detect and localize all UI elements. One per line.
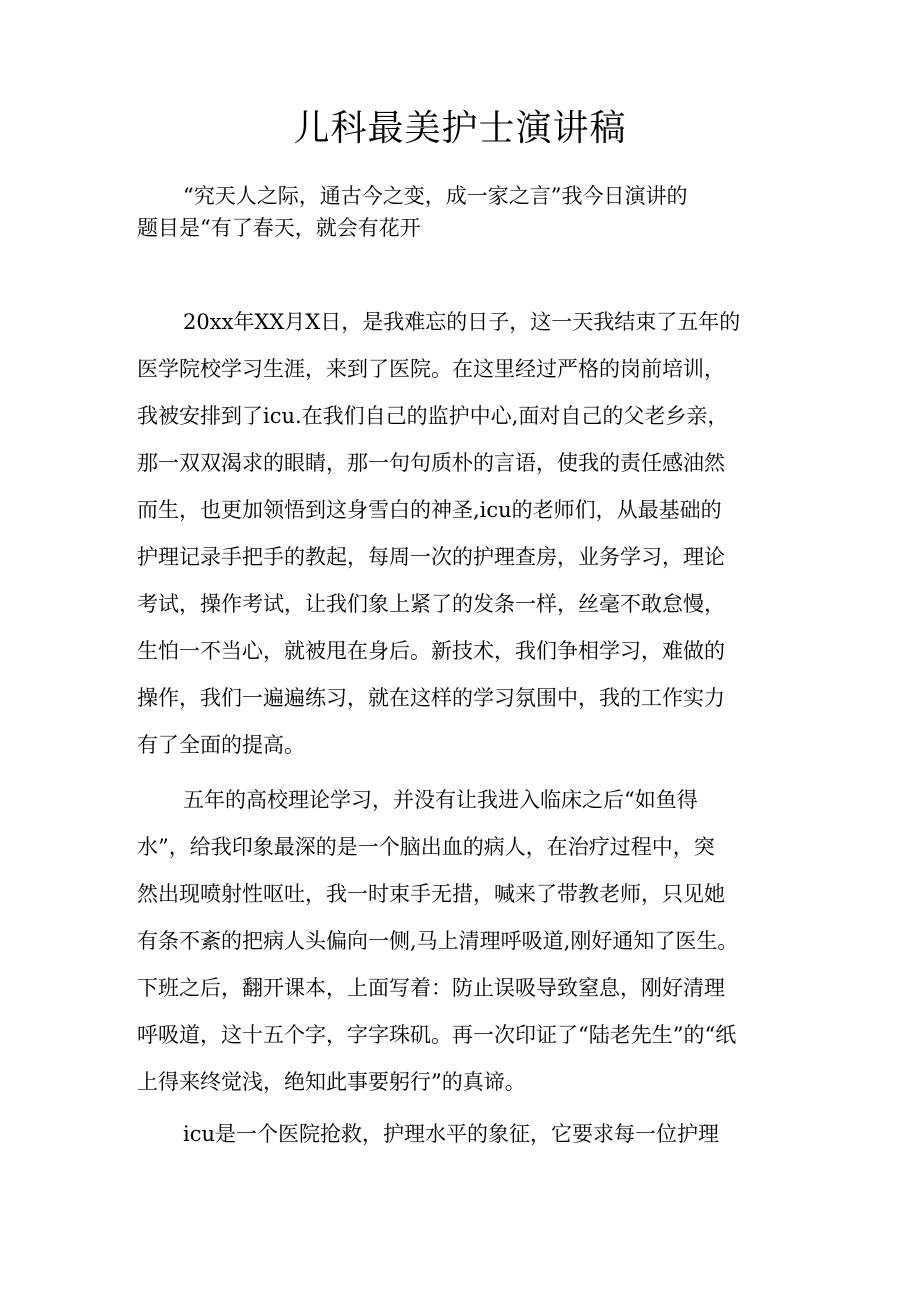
paragraph-line: 考试，操作考试，让我们象上紧了的发条一样，丝毫不敢怠慢， [137, 592, 725, 616]
paragraph-line: 而生，也更加领悟到这身雪白的神圣,icu的老师们，从最基础的 [137, 498, 722, 522]
paragraph-line: 呼吸道，这十五个字，字字珠矶。再一次印证了“陆老先生”的“纸 [137, 1023, 737, 1047]
paragraph-line: 生怕一不当心，就被甩在身后。新技术，我们争相学习，难做的 [137, 639, 725, 663]
paragraph-line: 有了全面的提高。 [137, 733, 305, 757]
body-paragraph-2 [137, 777, 817, 1106]
paragraph-line: 水”，给我印象最深的是一个脑出血的病人，在治疗过程中，突 [137, 835, 715, 859]
paragraph-line: 护理记录手把手的教起，每周一次的护理查房，业务学习，理论 [137, 545, 725, 569]
body-paragraph-3 [137, 1111, 817, 1158]
paragraph-line: 操作，我们一遍遍练习，就在这样的学习氛围中，我的工作实力 [137, 686, 725, 710]
paragraph-line: 那一双双渴求的眼睛，那一句句质朴的言语，使我的责任感油然 [137, 451, 725, 475]
paragraph-line: 然出现喷射性呕吐，我一时束手无措，喊来了带教老师，只见她 [137, 882, 725, 906]
paragraph-line: 五年的高校理论学习，并没有让我进入临床之后“如鱼得 [183, 788, 698, 812]
paragraph-line: icu是一个医院抢救，护理水平的象征，它要求每一位护理 [183, 1122, 720, 1146]
body-paragraph-1 [137, 299, 817, 769]
intro-paragraph [137, 180, 797, 244]
intro-line: “究天人之际，通古今之变，成一家之言”我今日演讲的 [183, 184, 688, 208]
paragraph-line: 我被安排到了icu.在我们自己的监护中心,面对自己的父老乡亲， [137, 404, 729, 428]
document-title: 儿科最美护士演讲稿 [293, 108, 627, 149]
paragraph-line: 20xx年XX月X日，是我难忘的日子，这一天我结束了五年的 [183, 310, 741, 334]
intro-line: 题目是“有了春天，就会有花开 [137, 216, 421, 240]
paragraph-line: 下班之后，翻开课本，上面写着：防止误吸导致窒息，刚好清理 [137, 976, 725, 1000]
paragraph-line: 医学院校学习生涯，来到了医院。在这里经过严格的岗前培训， [137, 357, 725, 381]
paragraph-line: 上得来终觉浅，绝知此事要躬行”的真谛。 [137, 1070, 526, 1094]
paragraph-line: 有条不紊的把病人头偏向一侧,马上清理呼吸道,刚好通知了医生。 [137, 929, 739, 953]
